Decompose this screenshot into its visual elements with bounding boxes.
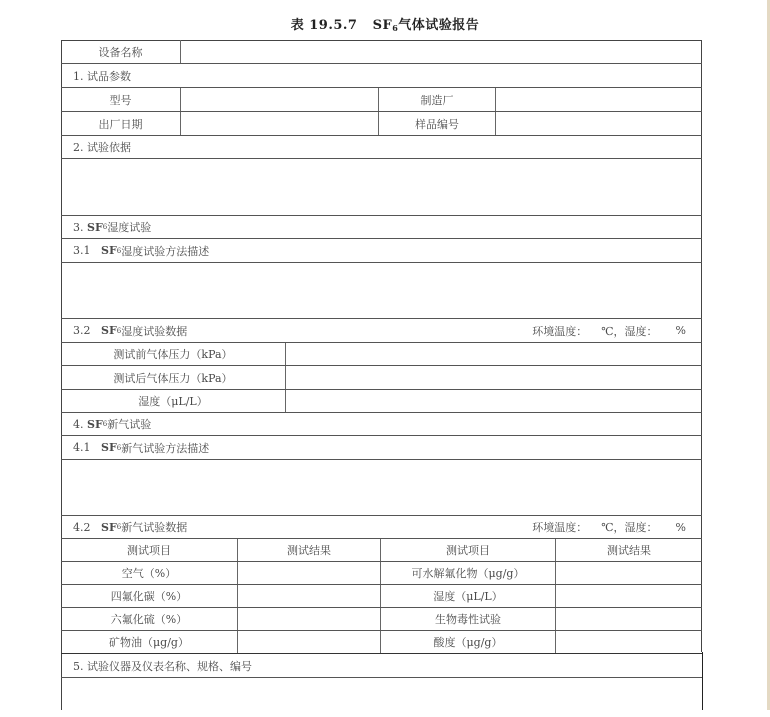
moisture-label: 湿度（μL/L） xyxy=(380,585,555,607)
mineral-oil-label: 矿物油（μg/g） xyxy=(109,636,189,649)
sample-param-row xyxy=(61,111,702,135)
model-label: 型号 xyxy=(109,93,132,107)
humidity-label: 湿度（μL/L） xyxy=(138,395,208,408)
pressure-after-label: 测试后气体压力（kPa） xyxy=(113,371,233,385)
instruments-field[interactable] xyxy=(61,677,702,717)
ambient-humidity-label: ℃，湿度： xyxy=(601,521,658,534)
manufacturer-field[interactable] xyxy=(495,88,702,111)
new-gas-data-row xyxy=(61,607,702,630)
section3-heading-row xyxy=(61,215,702,238)
sf-formula: SF xyxy=(87,417,103,431)
percent-unit: % xyxy=(675,520,686,534)
model-field[interactable] xyxy=(180,88,378,111)
section3-1-title: 湿度试验方法描述 xyxy=(121,244,210,258)
section4-2-title: 新气试验数据 xyxy=(121,521,188,534)
section4-2-heading-row xyxy=(61,515,702,538)
sf-formula: SF xyxy=(101,244,117,257)
humidity-data-row xyxy=(61,365,702,389)
section3-heading xyxy=(61,216,702,238)
cf4-label: 四氟化碳（%） xyxy=(110,590,188,603)
new-gas-header-row xyxy=(61,538,702,561)
air-result-field[interactable] xyxy=(237,562,380,584)
section3-number: 3. xyxy=(73,220,84,234)
biotoxicity-label: 生物毒性试验 xyxy=(380,608,555,630)
section3-title: 湿度试验 xyxy=(107,221,152,234)
sf6-purity-result-field[interactable] xyxy=(237,608,380,630)
air-label: 空气（%） xyxy=(121,567,177,580)
section2-heading-row xyxy=(61,135,702,158)
acidity-label: 酸度（μg/g） xyxy=(380,631,555,653)
manufacture-date-field[interactable] xyxy=(180,112,378,135)
section2-heading: 2. 试验依据 xyxy=(73,141,131,154)
humidity-field[interactable] xyxy=(285,390,702,412)
header-test-item: 测试项目 xyxy=(380,539,555,561)
table-right-border-lower xyxy=(702,652,703,710)
new-gas-data-row xyxy=(61,584,702,607)
table-number: 表 19.5.7 xyxy=(290,18,358,33)
sf-subscript: 6 xyxy=(116,443,122,452)
test-basis-field[interactable] xyxy=(61,158,702,215)
sf-formula: SF xyxy=(101,324,117,337)
sf-formula: SF xyxy=(101,441,117,454)
section3-2-number: 3.2 xyxy=(73,324,91,337)
section3-1-heading xyxy=(61,239,702,262)
sample-number-label: 样品编号 xyxy=(378,112,495,135)
sf6-purity-label: 六氟化硫（%） xyxy=(110,613,188,626)
section1-heading: 1. 试品参数 xyxy=(73,69,131,83)
equipment-name-field[interactable] xyxy=(180,40,702,63)
mineral-oil-result-field[interactable] xyxy=(237,631,380,653)
cf4-result-field[interactable] xyxy=(237,585,380,607)
manufacture-date-label: 出厂日期 xyxy=(98,117,143,131)
hydrolyzable-fluoride-label: 可水解氟化物（μg/g） xyxy=(380,562,555,584)
pressure-before-label: 测试前气体压力（kPa） xyxy=(113,348,233,361)
title-text: 气体试验报告 xyxy=(398,18,480,33)
section4-number: 4. xyxy=(73,417,84,431)
section4-1-heading xyxy=(61,436,702,459)
sf-subscript: 6 xyxy=(116,523,122,531)
section3-2-title: 湿度试验数据 xyxy=(121,324,188,338)
sf-subscript: 6 xyxy=(102,420,108,428)
hydrolyzable-fluoride-result-field[interactable] xyxy=(555,562,702,584)
pressure-after-field[interactable] xyxy=(285,366,702,389)
section1-heading-row xyxy=(61,63,702,87)
biotoxicity-result-field[interactable] xyxy=(555,608,702,630)
new-gas-data-row xyxy=(61,630,702,653)
environment-conditions xyxy=(526,516,686,538)
acidity-result-field[interactable] xyxy=(555,631,702,653)
section3-1-number: 3.1 xyxy=(73,244,91,257)
sample-number-field[interactable] xyxy=(495,112,702,135)
section4-1-number: 4.1 xyxy=(73,441,91,454)
ambient-temp-label: 环境温度： xyxy=(532,521,588,534)
equipment-label: 设备名称 xyxy=(98,45,143,59)
section5-heading: 5. 试验仪器及仪表名称、规格、编号 xyxy=(73,659,252,673)
new-gas-method-field[interactable] xyxy=(61,459,702,515)
report-title xyxy=(0,14,770,33)
percent-unit: % xyxy=(675,324,686,337)
section4-1-heading-row xyxy=(61,435,702,459)
section3-2-heading xyxy=(61,319,461,342)
sf-subscript: 6 xyxy=(116,326,122,335)
section5-heading-row xyxy=(61,653,702,677)
pressure-before-field[interactable] xyxy=(285,343,702,365)
section4-2-number: 4.2 xyxy=(73,520,91,534)
moisture-result-field[interactable] xyxy=(555,585,702,607)
humidity-method-field[interactable] xyxy=(61,262,702,318)
environment-conditions xyxy=(526,319,686,342)
manufacturer-label: 制造厂 xyxy=(378,88,495,111)
section4-heading-row xyxy=(61,412,702,435)
sf-formula: SF xyxy=(87,220,103,234)
humidity-data-row xyxy=(61,342,702,365)
equipment-row xyxy=(61,40,702,63)
section3-1-heading-row xyxy=(61,238,702,262)
header-test-result: 测试结果 xyxy=(555,539,702,561)
section4-1-title: 新气试验方法描述 xyxy=(121,441,210,455)
title-formula-subscript: 6 xyxy=(392,23,399,33)
section4-2-heading xyxy=(61,516,461,538)
section4-title: 新气试验 xyxy=(107,418,152,431)
sample-param-row xyxy=(61,87,702,111)
sf-formula: SF xyxy=(101,520,117,534)
header-test-item: 测试项目 xyxy=(127,544,171,557)
humidity-data-row xyxy=(61,389,702,412)
header-test-result: 测试结果 xyxy=(237,539,380,561)
sf-subscript: 6 xyxy=(116,246,122,255)
section4-heading xyxy=(61,413,702,435)
ambient-temp-label: 环境温度： xyxy=(532,324,588,338)
sf-subscript: 6 xyxy=(102,223,108,231)
section3-2-heading-row xyxy=(61,318,702,342)
new-gas-data-row xyxy=(61,561,702,584)
title-formula: SF xyxy=(372,18,393,33)
ambient-humidity-label: ℃，湿度： xyxy=(601,324,658,338)
